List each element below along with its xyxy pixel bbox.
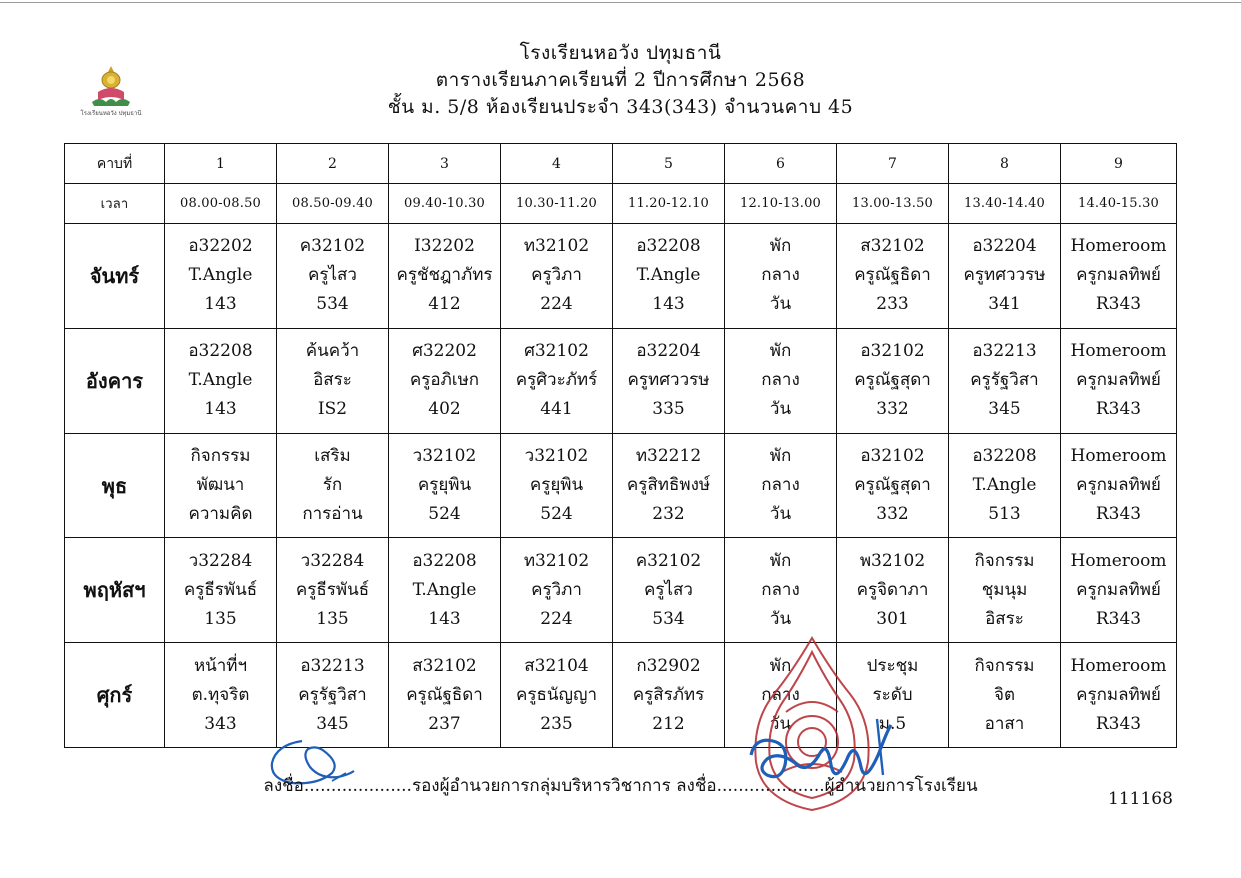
teacher-name: ครูทศววรษ	[963, 265, 1046, 286]
top-divider	[0, 2, 1241, 3]
room-number: 224	[540, 608, 573, 629]
class-cell	[389, 538, 501, 643]
teacher-name: ครูณัฐธิดา	[854, 265, 931, 286]
room-number: R343	[1095, 294, 1142, 315]
day-name: ศุกร์	[65, 643, 165, 748]
teacher-name: อิสระ	[313, 370, 352, 391]
teacher-name: ครูสิรภัทร	[632, 684, 705, 705]
class-cell	[501, 328, 613, 433]
teacher-name: ครูยุพิน	[529, 475, 584, 495]
period-number: 9	[1061, 144, 1177, 184]
class-cell	[389, 224, 501, 329]
teacher-name: ครูกมลทิพย์	[1076, 684, 1161, 705]
teacher-name: T.Angle	[412, 579, 477, 600]
day-name: จันทร์	[65, 224, 165, 329]
subject-code: พ32102	[859, 550, 926, 571]
subject-code: ศ32202	[412, 341, 477, 362]
subject-code: ว32102	[412, 446, 477, 466]
subject-code: I32202	[414, 236, 475, 257]
room-number: 341	[988, 294, 1021, 315]
subject-code: อ32208	[636, 236, 701, 257]
logo-caption: โรงเรียนหอวัง ปทุมธานี	[80, 110, 142, 117]
room-number: ความคิด	[188, 504, 253, 524]
room-number: อาสา	[984, 713, 1025, 734]
subject-code: อ32202	[188, 236, 253, 257]
class-cell	[277, 643, 389, 748]
room-number: IS2	[317, 399, 348, 420]
room-number: อิสระ	[985, 608, 1024, 629]
subject-code: ว32102	[524, 446, 589, 466]
class-cell	[613, 328, 725, 433]
period-label: คาบที่	[65, 144, 165, 184]
teacher-name: ครูสิทธิพงษ์	[626, 475, 711, 495]
subject-code: อ32208	[188, 341, 253, 362]
subject-code: พัก	[769, 236, 792, 257]
class-cell	[949, 433, 1061, 538]
class-cell	[837, 538, 949, 643]
class-cell	[501, 538, 613, 643]
subject-code: Homeroom	[1070, 550, 1167, 571]
subject-code: ว32284	[300, 550, 365, 571]
subject-code: อ32208	[412, 550, 477, 571]
period-number: 7	[837, 144, 949, 184]
subject-code: Homeroom	[1070, 236, 1167, 257]
subject-code: ประชุม	[866, 655, 919, 676]
teacher-name: ครูธีรพันธ์	[183, 579, 258, 600]
subject-code: ค32102	[299, 236, 366, 257]
subject-code: Homeroom	[1070, 655, 1167, 676]
room-number: R343	[1095, 608, 1142, 629]
room-number: 343	[204, 713, 237, 734]
room-number: 237	[428, 713, 461, 734]
room-number: R343	[1095, 399, 1142, 420]
teacher-name: ครูทศววรษ	[627, 370, 710, 391]
time-slot: 08.50-09.40	[277, 184, 389, 224]
day-row	[65, 224, 1177, 329]
time-label: เวลา	[65, 184, 165, 224]
room-number: 441	[540, 399, 573, 420]
room-number: 235	[540, 713, 573, 734]
class-cell	[277, 433, 389, 538]
class-cell	[613, 538, 725, 643]
subject-code: Homeroom	[1070, 341, 1167, 362]
period-number: 4	[501, 144, 613, 184]
room-number: 524	[540, 504, 573, 524]
teacher-name: ครูยุพิน	[417, 475, 472, 495]
teacher-name: ครูกมลทิพย์	[1076, 370, 1161, 391]
subject-code: กิจกรรม	[190, 446, 251, 466]
class-cell	[613, 224, 725, 329]
teacher-name: T.Angle	[188, 370, 253, 391]
subject-code: พัก	[769, 341, 792, 362]
time-slot: 13.00-13.50	[837, 184, 949, 224]
subject-code: ค้นคว้า	[305, 341, 360, 362]
time-slot: 11.20-12.10	[613, 184, 725, 224]
room-number: 402	[428, 399, 461, 420]
teacher-name: ครูวิภา	[531, 265, 582, 286]
teacher-name: ครูณัฐสุดา	[854, 475, 931, 495]
subject-code: ท32102	[523, 236, 590, 257]
class-cell	[949, 538, 1061, 643]
room-number: 212	[652, 713, 685, 734]
teacher-name: ครูธีรพันธ์	[295, 579, 370, 600]
class-cell	[501, 643, 613, 748]
teacher-name: ต.ทุจริต	[191, 684, 250, 705]
teacher-name: ครูไสว	[308, 265, 357, 286]
document-code: 111168	[1108, 789, 1173, 809]
room-number: 524	[428, 504, 461, 524]
teacher-name: T.Angle	[972, 475, 1037, 495]
class-cell	[277, 224, 389, 329]
period-number: 2	[277, 144, 389, 184]
class-cell	[501, 433, 613, 538]
teacher-name: ครูกมลทิพย์	[1076, 475, 1161, 495]
class-info: ชั้น ม. 5/8 ห้องเรียนประจำ 343(343) จำนวนคาบ 45	[387, 96, 854, 118]
subject-code: ว32284	[188, 550, 253, 571]
term-title: ตารางเรียนภาคเรียนที่ 2 ปีการศึกษา 2568	[435, 69, 806, 91]
class-cell	[725, 538, 837, 643]
room-number: ม.5	[878, 713, 907, 734]
time-slot: 09.40-10.30	[389, 184, 501, 224]
class-cell	[165, 328, 277, 433]
room-number: 232	[652, 504, 685, 524]
room-number: 345	[988, 399, 1021, 420]
day-name: พุธ	[65, 433, 165, 538]
subject-code: หน้าที่ฯ	[193, 655, 248, 676]
class-cell	[725, 328, 837, 433]
room-number: 143	[428, 608, 461, 629]
teacher-name: ครูกมลทิพย์	[1076, 579, 1161, 600]
subject-code: ส32104	[524, 655, 589, 676]
day-name: พฤหัสฯ	[65, 538, 165, 643]
teacher-name: ชุมนุม	[981, 579, 1028, 600]
class-cell	[949, 643, 1061, 748]
subject-code: ส32102	[860, 236, 925, 257]
room-number: R343	[1095, 504, 1142, 524]
room-number: 345	[316, 713, 349, 734]
period-number: 1	[165, 144, 277, 184]
teacher-name: จิต	[993, 684, 1015, 705]
teacher-name: ครูจิดาภา	[856, 579, 929, 600]
teacher-name: ครูกมลทิพย์	[1076, 265, 1161, 286]
subject-code: กิจกรรม	[974, 655, 1035, 676]
teacher-name: กลาง	[761, 370, 800, 391]
period-number: 3	[389, 144, 501, 184]
teacher-name: T.Angle	[636, 265, 701, 286]
class-cell	[389, 643, 501, 748]
class-cell	[613, 433, 725, 538]
teacher-name: ครูณัฐสุดา	[854, 370, 931, 391]
subject-code: ท32102	[523, 550, 590, 571]
class-cell	[501, 224, 613, 329]
teacher-name: รัก	[322, 475, 343, 495]
class-cell	[165, 538, 277, 643]
room-number: 135	[204, 608, 237, 629]
period-header-row	[65, 144, 1177, 184]
teacher-name: พัฒนา	[196, 475, 245, 495]
subject-code: Homeroom	[1070, 446, 1167, 466]
room-number: 233	[876, 294, 909, 315]
room-number: 143	[204, 294, 237, 315]
room-number: R343	[1095, 713, 1142, 734]
subject-code: เสริม	[314, 446, 351, 466]
class-cell	[949, 328, 1061, 433]
room-number: 332	[876, 504, 909, 524]
teacher-name: ครูรัฐวิสา	[298, 684, 367, 705]
subject-code: อ32213	[972, 341, 1037, 362]
room-number: วัน	[769, 399, 792, 420]
room-number: วัน	[769, 608, 792, 629]
time-slot: 10.30-11.20	[501, 184, 613, 224]
room-number: 143	[204, 399, 237, 420]
class-cell	[837, 433, 949, 538]
subject-code: ค32102	[635, 550, 702, 571]
subject-code: พัก	[769, 550, 792, 571]
class-cell	[165, 224, 277, 329]
class-cell	[725, 224, 837, 329]
teacher-name: ครูณัฐธิดา	[406, 684, 483, 705]
class-cell	[1061, 328, 1177, 433]
day-row	[65, 433, 1177, 538]
time-slot: 08.00-08.50	[165, 184, 277, 224]
period-number: 6	[725, 144, 837, 184]
time-row	[65, 184, 1177, 224]
timetable	[64, 143, 1177, 748]
room-number: 412	[428, 294, 461, 315]
subject-code: ศ32102	[524, 341, 589, 362]
teacher-name: ระดับ	[872, 684, 913, 705]
class-cell	[389, 433, 501, 538]
class-cell	[165, 433, 277, 538]
room-number: วัน	[769, 294, 792, 315]
day-row	[65, 328, 1177, 433]
teacher-name: ครูชัชฎาภัทร	[396, 265, 493, 286]
day-row	[65, 643, 1177, 748]
day-name: อังคาร	[65, 328, 165, 433]
day-row	[65, 538, 1177, 643]
subject-code: ส32102	[412, 655, 477, 676]
teacher-name: กลาง	[761, 475, 800, 495]
document-header	[0, 40, 1241, 121]
room-number: วัน	[769, 504, 792, 524]
class-cell	[1061, 538, 1177, 643]
teacher-name: ครูศิวะภัทร์	[515, 370, 598, 391]
subject-code: อ32213	[300, 655, 365, 676]
class-cell	[1061, 643, 1177, 748]
class-cell	[949, 224, 1061, 329]
class-cell	[837, 328, 949, 433]
class-cell	[277, 328, 389, 433]
period-number: 5	[613, 144, 725, 184]
subject-code: พัก	[769, 655, 792, 676]
teacher-name: ครูธนัญญา	[515, 684, 597, 705]
signature-line: ลงชื่อ....................รองผู้อำนวยการกลุ่มบริหารวิชาการ ลงชื่อ....................ผู้อำนวยการโรงเรียน	[263, 776, 978, 796]
class-cell	[1061, 224, 1177, 329]
teacher-name: กลาง	[761, 579, 800, 600]
room-number: 513	[988, 504, 1021, 524]
subject-code: อ32102	[860, 341, 925, 362]
room-number: วัน	[769, 713, 792, 734]
subject-code: กิจกรรม	[974, 550, 1035, 571]
teacher-name: ครูวิภา	[531, 579, 582, 600]
room-number: 224	[540, 294, 573, 315]
school-name: โรงเรียนหอวัง ปทุมธานี	[519, 42, 722, 64]
class-cell	[277, 538, 389, 643]
teacher-name: ครูอภิเษก	[409, 370, 480, 391]
teacher-name: ครูรัฐวิสา	[970, 370, 1039, 391]
class-cell	[613, 643, 725, 748]
teacher-name: กลาง	[761, 684, 800, 705]
room-number: 335	[652, 399, 685, 420]
room-number: 143	[652, 294, 685, 315]
room-number: 534	[652, 608, 685, 629]
class-cell	[389, 328, 501, 433]
room-number: 332	[876, 399, 909, 420]
subject-code: อ32208	[972, 446, 1037, 466]
subject-code: อ32204	[636, 341, 701, 362]
class-cell	[725, 433, 837, 538]
subject-code: พัก	[769, 446, 792, 466]
period-number: 8	[949, 144, 1061, 184]
time-slot: 12.10-13.00	[725, 184, 837, 224]
class-cell	[1061, 433, 1177, 538]
room-number: 301	[876, 608, 909, 629]
room-number: 135	[316, 608, 349, 629]
room-number: 534	[316, 294, 349, 315]
subject-code: อ32102	[860, 446, 925, 466]
class-cell	[837, 224, 949, 329]
teacher-name: กลาง	[761, 265, 800, 286]
time-slot: 13.40-14.40	[949, 184, 1061, 224]
teacher-name: T.Angle	[188, 265, 253, 286]
time-slot: 14.40-15.30	[1061, 184, 1177, 224]
subject-code: ท32212	[635, 446, 702, 466]
teacher-name: ครูไสว	[644, 579, 693, 600]
room-number: การอ่าน	[302, 504, 363, 524]
subject-code: อ32204	[972, 236, 1037, 257]
subject-code: ก32902	[636, 655, 701, 676]
class-cell	[165, 643, 277, 748]
